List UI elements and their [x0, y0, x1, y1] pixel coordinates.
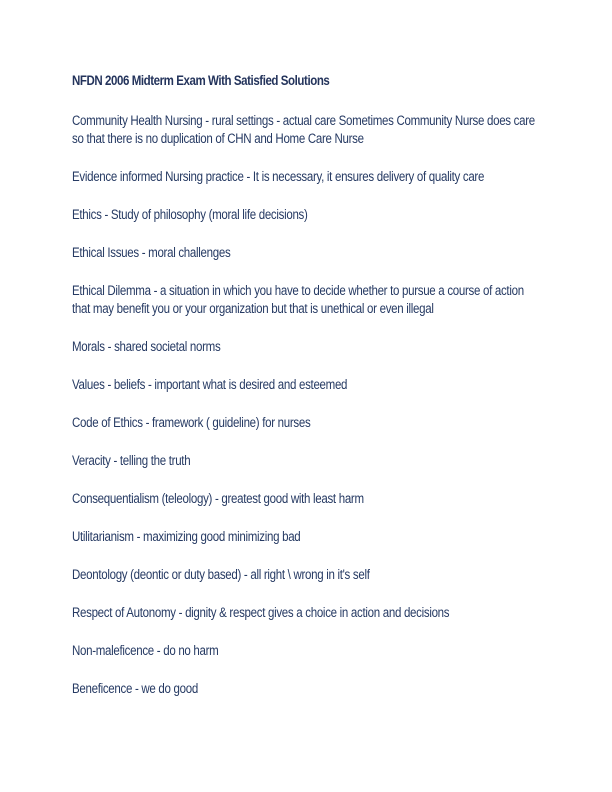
term-entry-community-health-nursing: Community Health Nursing - rural settings - actual care Sometimes Community Nurse does care so that there is no duplication of CHN and Home Care Nurse [72, 113, 535, 146]
term-entry-respect-of-autonomy: Respect of Autonomy - dignity & respect gives a choice in action and decisions [72, 605, 450, 620]
term-entry-deontology: Deontology (deontic or duty based) - all right \ wrong in it's self [72, 567, 370, 582]
term-entry-consequentialism: Consequentialism (teleology) - greatest good with least harm [72, 491, 364, 506]
term-entry-ethical-dilemma: Ethical Dilemma - a situation in which you have to decide whether to pursue a course of action that may benefit you or your organization but that is unethical or even illegal [72, 283, 524, 316]
term-entry-veracity: Veracity - telling the truth [72, 453, 191, 468]
term-list [72, 112, 536, 718]
term-entry-non-maleficence: Non-maleficence - do no harm [72, 643, 219, 658]
term-entry-morals: Morals - shared societal norms [72, 339, 221, 354]
term-entry-beneficence: Beneficence - we do good [72, 681, 198, 696]
term-entry-code-of-ethics: Code of Ethics - framework ( guideline) for nurses [72, 415, 311, 430]
term-entry-ethics: Ethics - Study of philosophy (moral life decisions) [72, 207, 308, 222]
term-entry-values: Values - beliefs - important what is desired and esteemed [72, 377, 348, 392]
document-title: NFDN 2006 Midterm Exam With Satisfied Solutions [72, 73, 330, 88]
term-entry-ethical-issues: Ethical Issues - moral challenges [72, 245, 231, 260]
term-entry-evidence-informed-practice: Evidence informed Nursing practice - It is necessary, it ensures delivery of quality care [72, 169, 485, 184]
term-entry-utilitarianism: Utilitarianism - maximizing good minimizing bad [72, 529, 301, 544]
